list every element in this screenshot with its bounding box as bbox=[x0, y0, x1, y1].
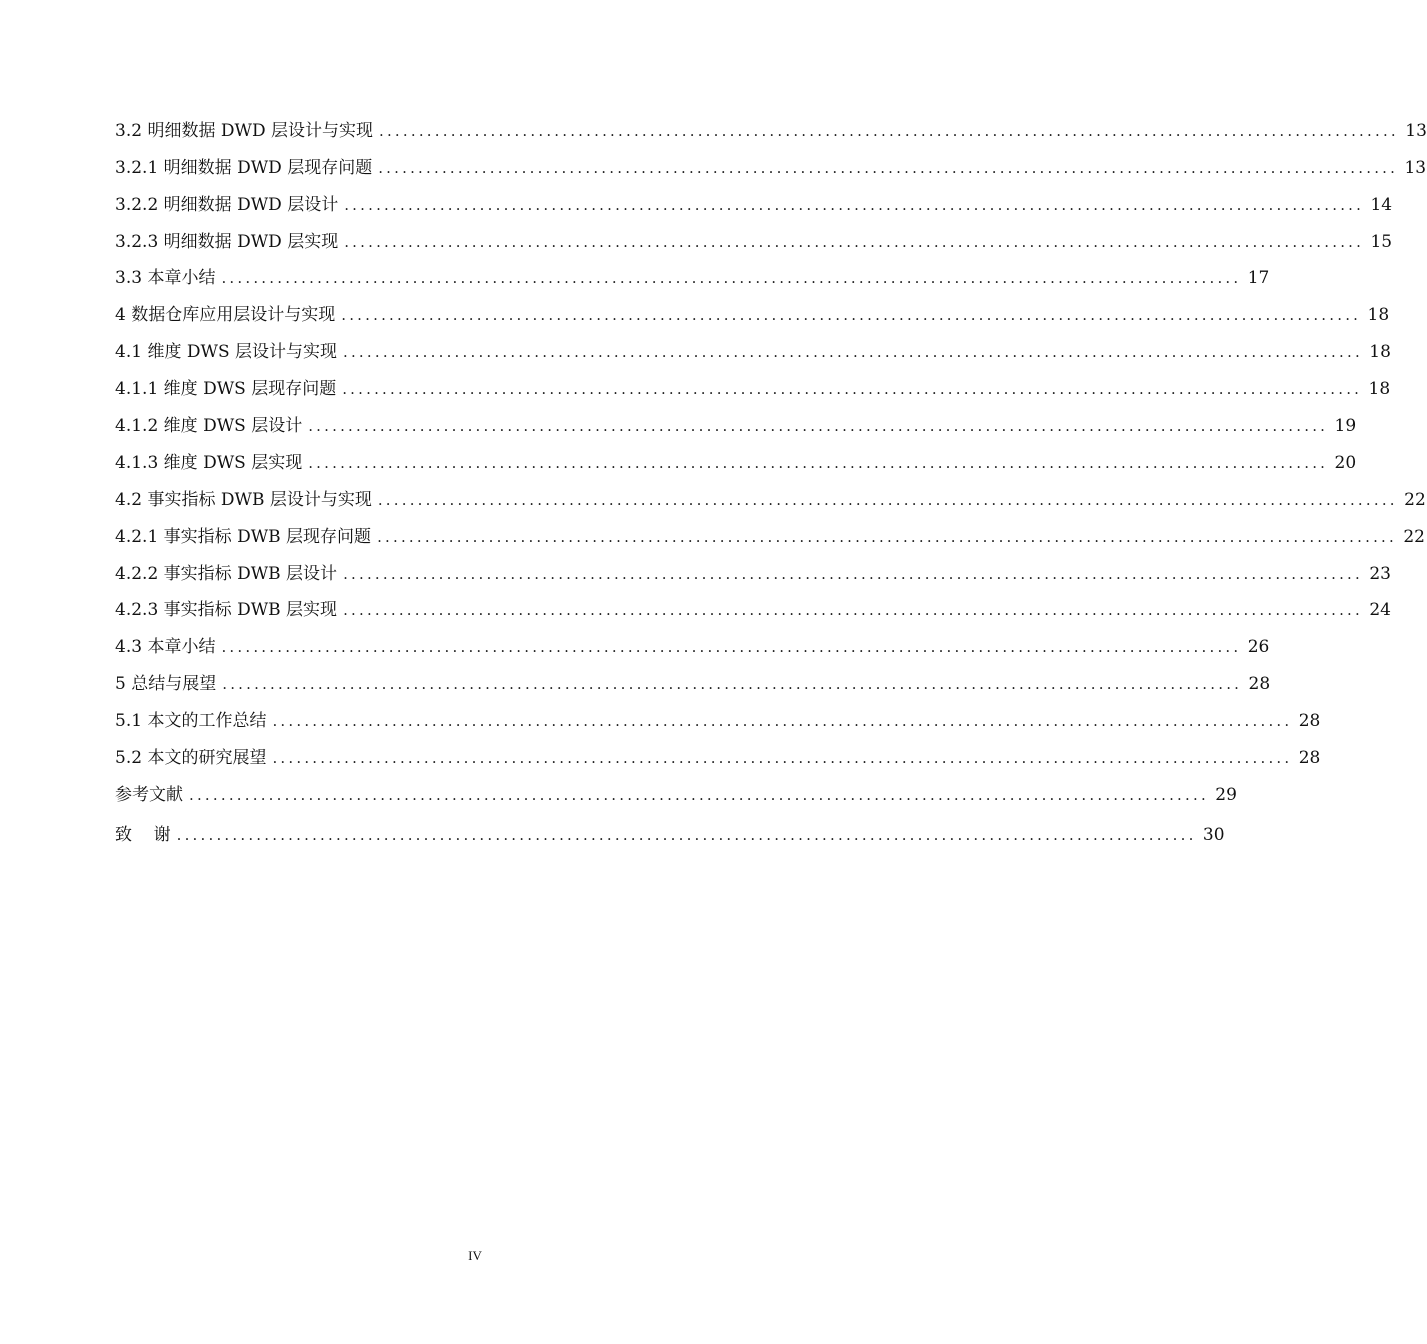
toc-entry-title: 4.1.3 维度 DWS 层实现 bbox=[115, 452, 303, 473]
toc-entry-title: 参考文献 bbox=[115, 784, 183, 805]
toc-entry[interactable] bbox=[115, 149, 1427, 186]
toc-entry-title: 4.2 事实指标 DWB 层设计与实现 bbox=[115, 489, 372, 510]
toc-entry-title: 5.2 本文的研究展望 bbox=[115, 748, 267, 769]
toc-dot-leader: ................................................................................................................................ bbox=[341, 306, 1362, 325]
toc-entry-page: 18 bbox=[1367, 305, 1390, 326]
toc-entry[interactable] bbox=[115, 296, 1390, 333]
toc-entry-title: 4 数据仓库应用层设计与实现 bbox=[115, 305, 336, 326]
toc-entry-page: 15 bbox=[1370, 231, 1393, 252]
toc-dot-leader: ................................................................................................................................ bbox=[222, 675, 1243, 694]
toc-dot-leader: ................................................................................................................................ bbox=[272, 749, 1293, 768]
toc-entry[interactable] bbox=[115, 112, 1427, 149]
toc-entry-page: 24 bbox=[1369, 600, 1391, 621]
toc-entry-page: 23 bbox=[1369, 563, 1391, 584]
toc-dot-leader: ................................................................................................................................ bbox=[344, 232, 1365, 251]
toc-dot-leader: ................................................................................................................................ bbox=[343, 343, 1363, 362]
toc-entry-title: 致 谢 bbox=[115, 824, 171, 845]
toc-entry-title: 4.1.1 维度 DWS 层现存问题 bbox=[115, 379, 337, 400]
toc-entry-page: 14 bbox=[1370, 194, 1393, 215]
toc-dot-leader: ................................................................................................................................ bbox=[176, 825, 1197, 844]
toc-entry[interactable] bbox=[115, 260, 1270, 297]
toc-dot-leader: ................................................................................................................................ bbox=[344, 195, 1365, 214]
toc-dot-leader: ................................................................................................................................ bbox=[377, 527, 1397, 546]
toc-entry-page: 30 bbox=[1202, 824, 1225, 845]
toc-entry-page: 26 bbox=[1247, 637, 1270, 658]
toc-entry[interactable] bbox=[115, 407, 1357, 444]
toc-dot-leader: ................................................................................................................................ bbox=[221, 638, 1242, 657]
toc-entry-page: 17 bbox=[1247, 268, 1270, 289]
toc-entry-title: 5.1 本文的工作总结 bbox=[115, 711, 267, 732]
toc-entry-title: 4.2.1 事实指标 DWB 层现存问题 bbox=[115, 526, 372, 547]
toc-dot-leader: ................................................................................................................................ bbox=[272, 712, 1293, 731]
toc-entry-page: 22 bbox=[1404, 489, 1426, 510]
toc-entry-page: 18 bbox=[1369, 342, 1391, 363]
toc-dot-leader: ................................................................................................................................ bbox=[342, 380, 1363, 399]
toc-entry[interactable] bbox=[115, 333, 1391, 370]
toc-entry-page: 20 bbox=[1334, 452, 1357, 473]
toc-entry[interactable] bbox=[115, 665, 1271, 702]
toc-entry[interactable] bbox=[115, 444, 1357, 481]
toc-entry-title: 3.3 本章小结 bbox=[115, 268, 216, 289]
toc-dot-leader: ................................................................................................................................ bbox=[189, 785, 1209, 804]
toc-entry[interactable] bbox=[115, 776, 1237, 813]
toc-entry-page: 28 bbox=[1298, 748, 1321, 769]
toc-entry-title: 4.1 维度 DWS 层设计与实现 bbox=[115, 342, 337, 363]
toc-dot-leader: ................................................................................................................................ bbox=[377, 490, 1398, 509]
toc-entry-title: 4.3 本章小结 bbox=[115, 637, 216, 658]
toc-entry-title: 4.1.2 维度 DWS 层设计 bbox=[115, 416, 303, 437]
toc-dot-leader: ................................................................................................................................ bbox=[308, 453, 1329, 472]
toc-entry-page: 28 bbox=[1298, 711, 1321, 732]
toc-entry[interactable] bbox=[115, 518, 1425, 555]
toc-entry-title: 4.2.3 事实指标 DWB 层实现 bbox=[115, 600, 338, 621]
toc-entry-title: 3.2 明细数据 DWD 层设计与实现 bbox=[115, 120, 373, 141]
toc-entry-page: 18 bbox=[1368, 379, 1391, 400]
toc-dot-leader: ................................................................................................................................ bbox=[378, 121, 1399, 140]
toc-entry-page: 22 bbox=[1403, 526, 1425, 547]
toc-entry[interactable] bbox=[115, 813, 1225, 853]
table-of-contents bbox=[115, 112, 1427, 853]
toc-entry[interactable] bbox=[115, 628, 1270, 665]
toc-entry[interactable] bbox=[115, 702, 1321, 739]
toc-dot-leader: ................................................................................................................................ bbox=[343, 601, 1363, 620]
toc-entry-page: 13 bbox=[1404, 157, 1427, 178]
toc-entry-page: 19 bbox=[1334, 416, 1357, 437]
toc-entry-page: 28 bbox=[1248, 674, 1271, 695]
toc-entry[interactable] bbox=[115, 481, 1426, 518]
toc-entry[interactable] bbox=[115, 223, 1393, 260]
toc-entry-title: 5 总结与展望 bbox=[115, 674, 217, 695]
toc-entry-title: 4.2.2 事实指标 DWB 层设计 bbox=[115, 563, 338, 584]
toc-entry-page: 29 bbox=[1215, 784, 1237, 805]
toc-dot-leader: ................................................................................................................................ bbox=[308, 417, 1329, 436]
toc-entry[interactable] bbox=[115, 186, 1393, 223]
toc-dot-leader: ................................................................................................................................ bbox=[378, 158, 1399, 177]
toc-entry-page: 13 bbox=[1405, 120, 1427, 141]
toc-entry-title: 3.2.3 明细数据 DWD 层实现 bbox=[115, 231, 339, 252]
toc-entry-title: 3.2.1 明细数据 DWD 层现存问题 bbox=[115, 157, 373, 178]
page-number: IV bbox=[468, 1248, 482, 1263]
toc-entry-title: 3.2.2 明细数据 DWD 层设计 bbox=[115, 194, 339, 215]
toc-entry[interactable] bbox=[115, 592, 1391, 629]
toc-entry[interactable] bbox=[115, 739, 1321, 776]
toc-dot-leader: ................................................................................................................................ bbox=[343, 564, 1363, 583]
toc-entry[interactable] bbox=[115, 555, 1391, 592]
toc-entry[interactable] bbox=[115, 370, 1391, 407]
toc-dot-leader: ................................................................................................................................ bbox=[221, 269, 1242, 288]
